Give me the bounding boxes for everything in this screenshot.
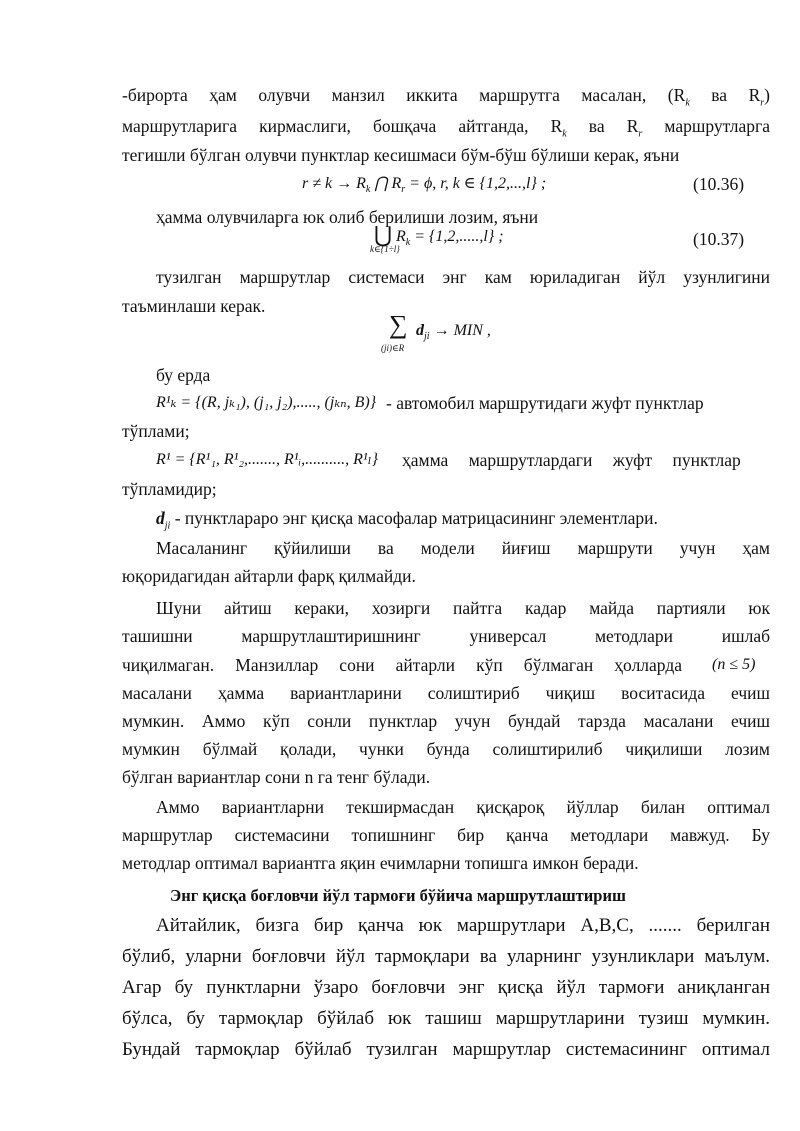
text: ва R: [689, 85, 761, 105]
def1-continuation: тўплами;: [122, 421, 190, 441]
eq-part: = ϕ, r, k ∈ {1,2,...,l} ;: [405, 175, 547, 192]
union-index: k∈{1÷l}: [370, 244, 400, 254]
p7-line-2: маршрутлар системасини топишнинг бир қанча методлари мавжуд. Бу: [122, 825, 770, 845]
text: ): [764, 85, 770, 105]
union-symbol: ⋃: [374, 222, 393, 247]
here-label: бу ерда: [156, 365, 211, 385]
p2-line-1: ҳамма олувчиларга юк олиб берилиши лозим, яъни: [156, 207, 539, 227]
p3-line-1: тузилган маршрутлар системаси энг кам юриладиган йўл узунлигини: [156, 267, 770, 287]
equation-number-10-36: (10.36): [693, 174, 745, 194]
def1-formula: R¹ₖ = {(R, jₖ₁), (j₁, j₂),....., (jₖₙ, B)}: [156, 394, 377, 411]
p6-line-5: мумкин. Аммо кўп сонли пунктлар учун бундай тарзда масалани ечиш: [122, 711, 770, 731]
def2-continuation: тўпламидир;: [122, 479, 217, 499]
sum-expression: [416, 320, 491, 348]
text: ва R: [566, 116, 639, 136]
p1-line-1: [122, 84, 770, 115]
p8-line-1: Айтайлик, бизга бир қанча юк маршрутлари А,В,С, ....... берилган: [156, 915, 770, 936]
p6-line-3: чиқилмаган. Манзиллар сони айтарли кўп бўлмаган ҳолларда: [122, 655, 682, 675]
eq-part: = {1,2,.....,l} ;: [410, 228, 504, 245]
p5-line-2: юқоридагидан айтарли фарқ қилмайди.: [122, 566, 416, 586]
def2-text: ҳамма маршрутлардаги жуфт пунктлар: [402, 450, 741, 470]
equation-10-36: [302, 173, 546, 201]
sub: r: [401, 184, 406, 196]
def3-line: [156, 507, 658, 538]
p6-line-2: ташишни маршрутлаштиришнинг универсал методлари ишлаб: [122, 626, 770, 646]
sum-index: (ji)∈R: [381, 343, 405, 353]
sub: r: [638, 128, 643, 140]
p1-line-2: [122, 115, 770, 146]
eq-part: ⋂ R: [370, 175, 402, 192]
sub: r: [760, 97, 765, 109]
def1-text: - автомобил маршрутидаги жуфт пунктлар: [386, 393, 704, 413]
p8-line-4: бўлса, бу тармоқлар бўйлаб юк ташиш маршрутларини тузиш мумкин.: [122, 1008, 770, 1029]
p7-line-1: Аммо вариантларни текширмасдан қисқароқ йўллар билан оптимал: [156, 797, 770, 817]
def2-formula: R¹ = {R¹₁, R¹₂,......., R¹ᵢ,.........., R¹ₗ}: [156, 451, 378, 468]
p3-line-2: таъминлаши керак.: [122, 296, 266, 316]
n-condition: (n ≤ 5): [712, 656, 756, 673]
eq-part: d: [156, 508, 165, 528]
p8-line-2: бўлиб, уларни боғловчи йўл тармоқлари ва уларнинг узунликлари маълум.: [122, 946, 770, 967]
text: маршрутларига кирмаслиги, бошқача айтганда, R: [122, 116, 563, 136]
eq-part: d: [416, 322, 424, 339]
sub: k: [685, 97, 690, 109]
p8-line-3: Агар бу пунктларни ўзаро боғловчи энг қисқа йўл тармоғи аниқланган: [122, 977, 770, 998]
sum-symbol: ∑: [389, 310, 408, 339]
sub: ji: [424, 331, 430, 343]
p8-line-5: Бундай тармоқлар бўйлаб тузилган маршрутлар системасининг оптимал: [122, 1039, 770, 1060]
p6-line-6: мумкин бўлмай қолади, чунки бунда солиштирилиб чиқилиши лозим: [122, 739, 770, 759]
equation-10-37: [396, 226, 504, 254]
eq-part: R: [396, 228, 406, 245]
equation-number-10-37: (10.37): [693, 229, 745, 249]
p6-line-4: масалани ҳамма вариантларини солиштириб чиқиш воситасида ечиш: [122, 683, 770, 703]
p6-line-1: Шуни айтиш кераки, хозирги пайтга кадар майда партияли юк: [156, 598, 770, 618]
text: маршрутларга: [642, 116, 770, 136]
p6-line-7: бўлган вариантлар сони n га тенг бўлади.: [122, 767, 431, 787]
sub: k: [562, 128, 567, 140]
p5-line-1: Масаланинг қўйилиши ва модели йиғиш маршрути учун ҳам: [156, 538, 770, 558]
text: - пунктлараро энг қисқа масофалар матрицасининг элементлари.: [170, 508, 658, 528]
sub: ji: [164, 520, 171, 532]
p1-line-3: тегишли бўлган олувчи пунктлар кесишмаси бўм-бўш бўлиши керак, яъни: [122, 145, 680, 165]
text: -бирорта ҳам олувчи манзил иккита маршрутга масалан, (R: [122, 85, 686, 105]
p7-line-3: методлар оптимал вариантга яқин ечимларни топишга имкон беради.: [122, 853, 639, 873]
sub: k: [365, 184, 371, 196]
sub: k: [405, 237, 411, 249]
eq-part: r ≠ k → R: [302, 175, 366, 192]
section-heading: Энг қисқа боғловчи йўл тармоғи бўйича маршрутлаштириш: [170, 886, 626, 905]
eq-part: → MIN ,: [429, 322, 491, 339]
